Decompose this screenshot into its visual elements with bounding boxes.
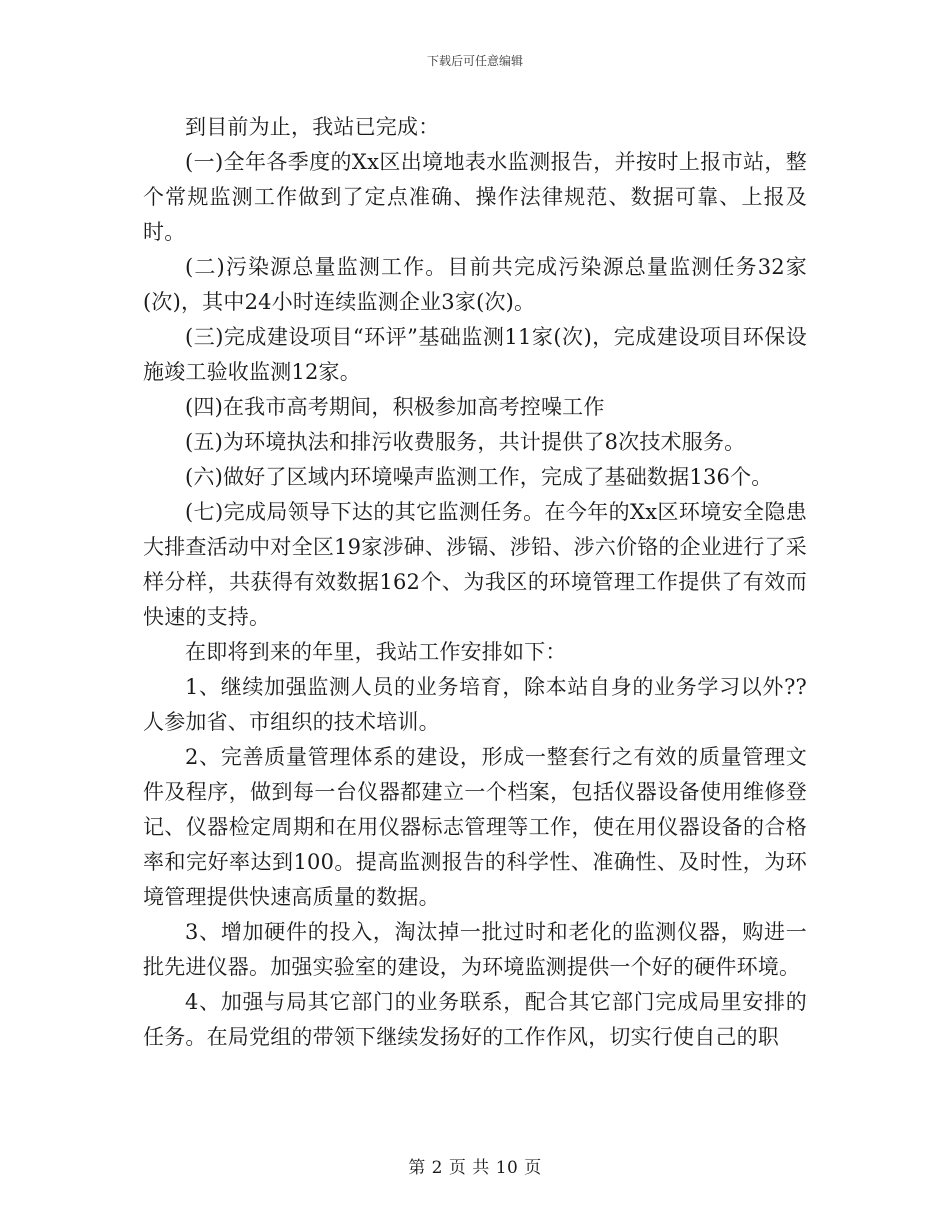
paragraph: 3、增加硬件的投入，淘汰掉一批过时和老化的监测仪器，购进一批先进仪器。加强实验室的建设，为环境监测提供一个好的硬件环境。	[143, 920, 807, 979]
paragraph: 2、完善质量管理体系的建设，形成一整套行之有效的质量管理文件及程序，做到每一台仪器都建立一个档案，包括仪器设备使用维修登记、仪器检定周期和在用仪器标志管理等工作，使在用仪器设备的合格率和完好率达到100。提高监测报告的科学性、准确性、及时性，为环境管理提供快速高质量的数据。	[143, 745, 807, 909]
paragraph: 4、加强与局其它部门的业务联系，配合其它部门完成局里安排的任务。在局党组的带领下继续发扬好的工作作风，切实行使自己的职	[143, 990, 807, 1049]
paragraph: (一)全年各季度的Xx区出境地表水监测报告，并按时上报市站，整个常规监测工作做到了定点准确、操作法律规范、数据可靠、上报及时。	[143, 150, 807, 244]
paragraph: 在即将到来的年里，我站工作安排如下：	[185, 640, 567, 664]
paragraph: 到目前为止，我站已完成：	[185, 115, 440, 139]
paragraph: (三)完成建设项目“环评”基础监测11家(次)，完成建设项目环保设施竣工验收监测12家。	[143, 325, 807, 384]
page-footer: 第 2 页 共 10 页	[408, 1158, 542, 1178]
paragraph: (四)在我市高考期间，积极参加高考控噪工作	[185, 395, 605, 419]
page-header: 下载后可任意编辑	[426, 54, 523, 68]
paragraph: (七)完成局领导下达的其它监测任务。在今年的Xx区环境安全隐患大排查活动中对全区19家涉砷、涉镉、涉铅、涉六价铬的企业进行了采样分样，共获得有效数据162个、为我区的环境管理工作提供了有效而快速的支持。	[143, 500, 807, 629]
paragraph: (六)做好了区域内环境噪声监测工作，完成了基础数据136个。	[185, 465, 773, 489]
document-body	[143, 110, 807, 1055]
paragraph: (二)污染源总量监测工作。目前共完成污染源总量监测任务32家(次)，其中24小时连续监测企业3家(次)。	[143, 255, 807, 314]
paragraph: (五)为环境执法和排污收费服务，共计提供了8次技术服务。	[185, 430, 746, 454]
paragraph: 1、继续加强监测人员的业务培育，除本站自身的业务学习以外??人参加省、市组织的技术培训。	[143, 675, 807, 734]
